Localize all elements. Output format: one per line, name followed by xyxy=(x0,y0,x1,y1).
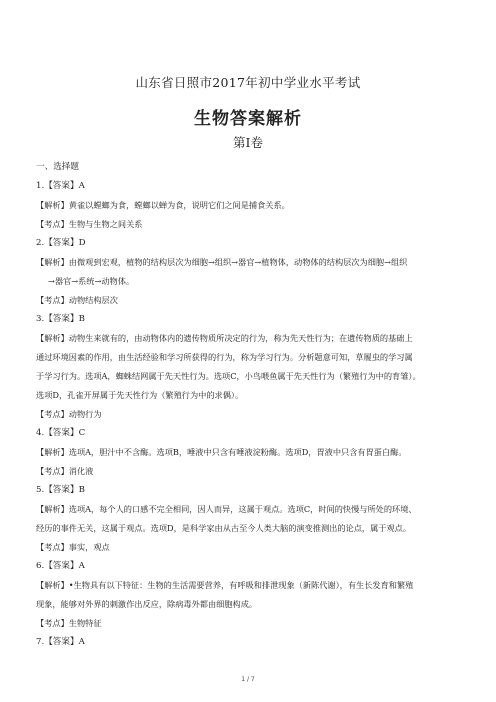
point-2: 【考点】动物结构层次 xyxy=(36,295,118,305)
analysis-3-line-4: 选项D，孔雀开屏属于先天性行为（繁殖行为中的求偶）。 xyxy=(36,390,244,400)
answer-1: 1.【答案】A xyxy=(36,181,85,191)
analysis-3-line-3: 于学习行为。选项A，蜘蛛结网属于先天性行为。选项C，小鸟喂鱼属于先天性行为（繁殖行为中的育雏）。 xyxy=(36,371,421,381)
page-number: 1 / 7 xyxy=(241,676,255,683)
analysis-3-line-2: 通过环境因素的作用，由生活经验和学习所获得的行为，称为学习行为。分析题意可知，草履虫的学习属 xyxy=(36,352,413,362)
analysis-5-line-1: 【解析】选项A，每个人的口感不完全相同，因人而异，这属于观点。选项C，时间的快慢与所处的环境、 xyxy=(36,504,417,514)
exam-title: 山东省日照市2017年初中学业水平考试 xyxy=(135,75,361,90)
section-heading: 一、选择题 xyxy=(36,162,79,172)
analysis-3-line-1: 【解析】动物生来就有的，由动物体内的遗传物质所决定的行为，称为先天性行为；在遗传物质的基础上 xyxy=(36,333,413,343)
point-5: 【考点】事实，观点 xyxy=(36,542,110,552)
answer-4: 4.【答案】C xyxy=(36,428,86,438)
analysis-4: 【解析】选项A，胆汁中不含酶。选项B，唾液中只含有唾液淀粉酶。选项D，胃液中只含有胃蛋白酶。 xyxy=(36,447,407,457)
point-3: 【考点】动物行为 xyxy=(36,409,102,419)
analysis-2-line-2: →器官→系统→动物体。 xyxy=(48,276,135,286)
point-4: 【考点】消化液 xyxy=(36,466,94,476)
point-1: 【考点】生物与生物之间关系 xyxy=(36,219,143,229)
analysis-6-line-1: 【解析】•生物具有以下特征：生物的生活需要营养，有呼吸和排泄现象（新陈代谢），有生长发育和繁殖 xyxy=(36,580,414,590)
point-6: 【考点】生物特征 xyxy=(36,618,102,628)
volume-title: 第Ⅰ卷 xyxy=(233,135,263,150)
answer-5: 5.【答案】B xyxy=(36,485,85,495)
analysis-5-line-2: 经历的事件无关，这属于观点。选项D，是科学家由从古至今人类大脑的演变推测出的论点，属于观点。 xyxy=(36,523,412,533)
content xyxy=(36,158,464,652)
answer-2: 2.【答案】D xyxy=(36,238,86,248)
doc-title: 生物答案解析 xyxy=(194,109,302,129)
analysis-1: 【解析】黄雀以螳螂为食，螳螂以蝉为食，说明它们之间是捕食关系。 xyxy=(36,200,290,210)
answer-7: 7.【答案】A xyxy=(36,637,85,647)
answer-6: 6.【答案】A xyxy=(36,561,85,571)
analysis-6-line-2: 现象，能够对外界的刺激作出反应，除病毒外都由细胞构成。 xyxy=(36,599,258,609)
answer-3: 3.【答案】B xyxy=(36,314,85,324)
analysis-2-line-1: 【解析】由微观到宏观，植物的结构层次为细胞→组织→器官→植物体，动物体的结构层次为细胞→组织 xyxy=(36,257,408,267)
